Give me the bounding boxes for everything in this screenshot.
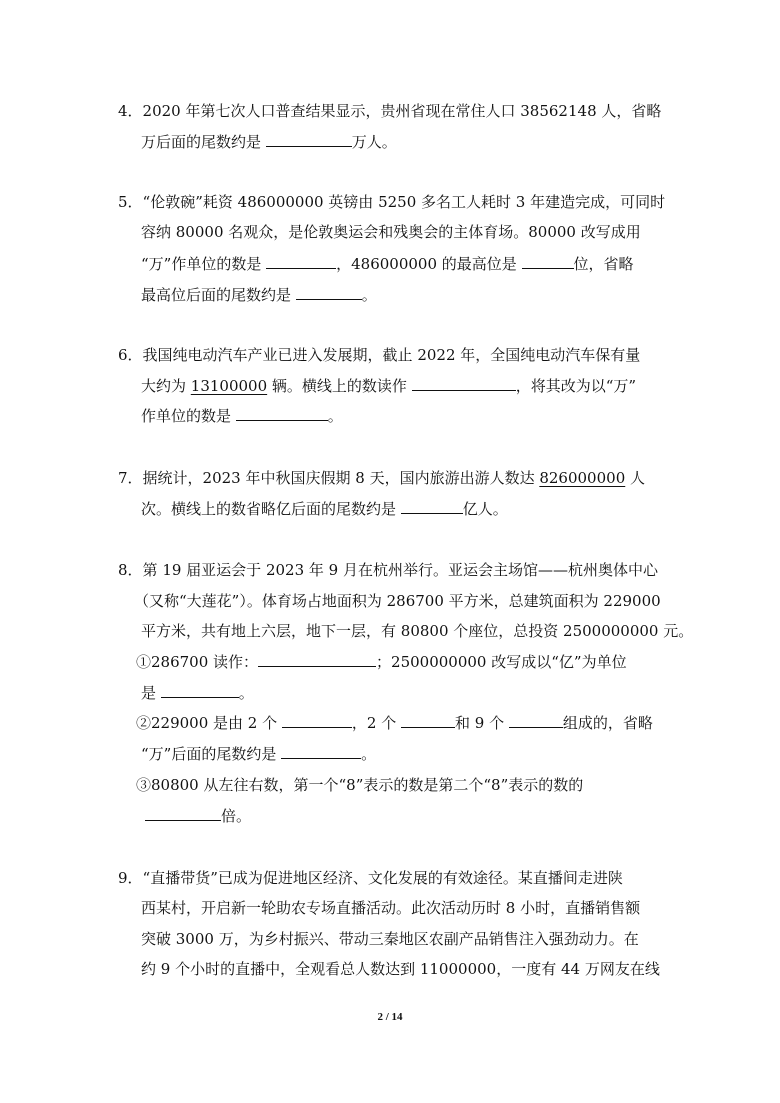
q8-line-1: 8．第 19 届亚运会于 2023 年 9 月在杭州举行。亚运会主场馆——杭州奥体中心: [118, 561, 658, 579]
q4-answer-blank[interactable]: [266, 132, 352, 147]
q7-line-1: 7．据统计，2023 年中秋国庆假期 8 天，国内旅游出游人数达 826000000 人: [118, 469, 646, 487]
q5-blank-1[interactable]: [266, 254, 336, 269]
q9-line-2: 西某村，开启新一轮助农专场直播活动。此次活动历时 8 小时，直播销售额: [141, 899, 641, 917]
q4-number: 4．: [118, 102, 143, 120]
q9-line-1: 9．“直播带货”已成为促进地区经济、文化发展的有效途径。某直播间走进陕: [118, 869, 623, 887]
q5-line-1: 5．“伦敦碗”耗资 486000000 英镑由 5250 多名工人耗时 3 年建造完成，可同时: [118, 193, 666, 211]
q5-number: 5．: [118, 193, 143, 211]
q6-blank-1[interactable]: [412, 376, 516, 391]
q5-line-4: 最高位后面的尾数约是 。: [141, 286, 377, 304]
q5-blank-2[interactable]: [522, 254, 574, 269]
q8-sub1-line-2: 是 。: [141, 684, 254, 702]
q8-blank-7[interactable]: [145, 806, 221, 821]
q4-line-1: 4．2020 年第七次人口普查结果显示，贵州省现在常住人口 38562148 人，省略: [118, 102, 662, 120]
q8-sub3-line-2: 倍。: [145, 806, 251, 826]
q8-sub3-line-1: ③80800 从左往右数，第一个“8”表示的数是第二个“8”表示的数的: [136, 776, 584, 794]
q6-line-2: 大约为 13100000 辆。横线上的数读作 ，将其改为以“万”: [141, 377, 637, 395]
q5-line-2: 容纳 80000 名观众，是伦敦奥运会和残奥会的主体育场。80000 改写成用: [141, 223, 641, 241]
q8-sub2-line-2: “万”后面的尾数约是 。: [141, 745, 377, 763]
q8-blank-5[interactable]: [509, 713, 563, 728]
q8-sub1-line-1: ①286700 读作： ；2500000000 改写成以“亿”为单位: [136, 653, 627, 671]
q8-line-3: 平方米，共有地上六层，地下一层，有 80800 个座位，总投资 2500000000 元。: [141, 622, 694, 640]
q6-line-3: 作单位的数是 。: [141, 407, 343, 425]
q6-blank-2[interactable]: [236, 406, 328, 421]
q7-line-2: 次。横线上的数省略亿后面的尾数约是 亿人。: [141, 500, 508, 518]
q9-number: 9．: [118, 869, 143, 887]
q8-blank-1[interactable]: [258, 652, 376, 667]
page-number: 2 / 14: [377, 1011, 403, 1023]
q8-number: 8．: [118, 561, 143, 579]
q5-line-3: “万”作单位的数是 ，486000000 的最高位是 位，省略: [141, 255, 634, 273]
q8-blank-4[interactable]: [401, 713, 455, 728]
q6-line-1: 6．我国纯电动汽车产业已进入发展期，截止 2022 年，全国纯电动汽车保有量: [118, 346, 641, 364]
q5-blank-3[interactable]: [296, 285, 362, 300]
q8-blank-3[interactable]: [282, 713, 352, 728]
q6-underlined-number: 13100000: [190, 377, 268, 395]
q9-line-4: 约 9 个小时的直播中，全观看总人数达到 11000000，一度有 44 万网友在线: [141, 960, 660, 978]
q8-line-2: （又称“大莲花”）。体育场占地面积为 286700 平方米，总建筑面积为 229000: [134, 592, 661, 610]
q7-answer-blank[interactable]: [401, 499, 463, 514]
q7-underlined-number: 826000000: [539, 469, 626, 487]
q8-blank-2[interactable]: [161, 683, 239, 698]
q9-line-3: 突破 3000 万，为乡村振兴、带动三秦地区农副产品销售注入强劲动力。在: [141, 930, 639, 948]
q8-blank-6[interactable]: [281, 744, 361, 759]
q8-sub2-line-1: ②229000 是由 2 个 ，2 个 和 9 个 组成的，省略: [136, 714, 653, 732]
q6-number: 6．: [118, 346, 143, 364]
q4-line-2: 万后面的尾数约是 万人。: [141, 133, 397, 151]
q7-number: 7．: [118, 469, 143, 487]
